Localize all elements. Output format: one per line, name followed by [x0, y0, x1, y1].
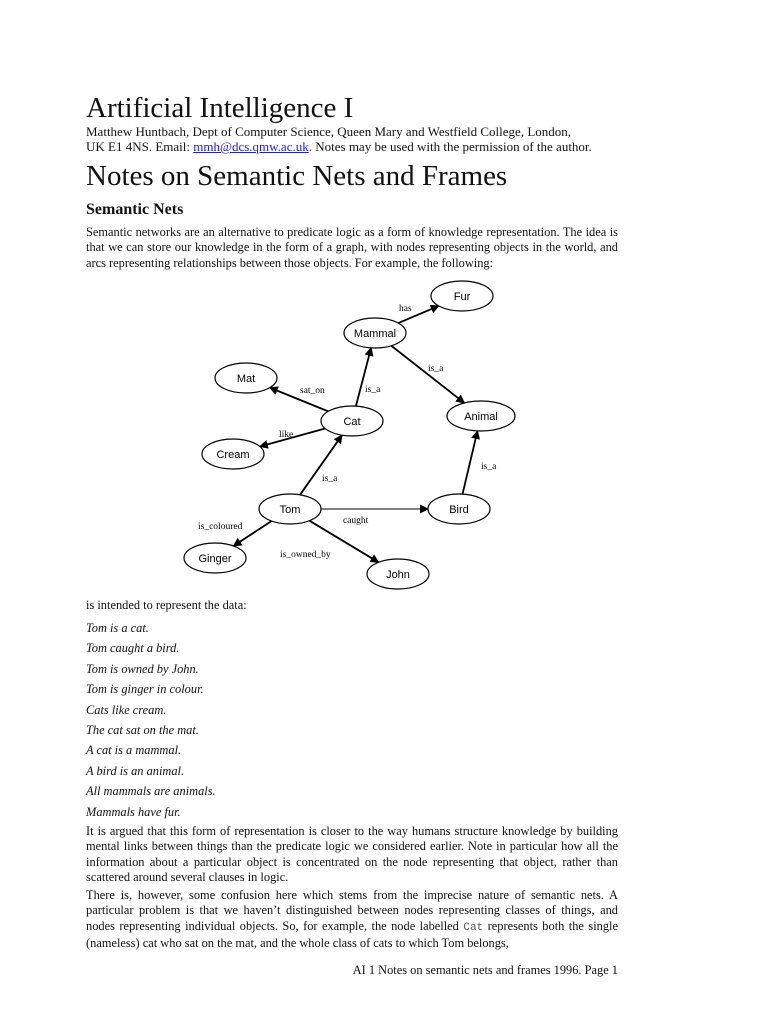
node-fur [431, 281, 493, 311]
edge-label-tom-ginger: is_coloured [198, 522, 243, 532]
node-ginger [184, 543, 246, 573]
edge-bird-animal [463, 431, 478, 494]
node-label-mammal: Mammal [353, 328, 397, 340]
section-heading: Semantic Nets [86, 201, 184, 218]
example-item: Tom is owned by John. [86, 661, 199, 676]
edge-label-tom-john: is_owned_by [280, 550, 331, 560]
email-link[interactable]: mmh@dcs.qmw.ac.uk [193, 139, 309, 154]
edge-label-cat-mammal: is_a [365, 385, 381, 395]
document-subtitle: Notes on Semantic Nets and Frames [86, 160, 508, 192]
example-item: A cat is a mammal. [86, 743, 182, 758]
example-item: A bird is an animal. [86, 763, 185, 778]
example-item: Tom is a cat. [86, 621, 149, 635]
example-item: Cats like cream. [86, 702, 167, 717]
edge-label-tom-cat: is_a [322, 474, 338, 484]
example-item: Mammals have fur. [86, 804, 181, 819]
edge-label-mammal-fur: has [399, 304, 412, 314]
author-line-2-suffix: . Notes may be used with the permission of the author. [308, 139, 592, 154]
inline-code-cat: Cat [463, 921, 484, 934]
node-label-fur: Fur [453, 291, 471, 303]
edge-cat-mammal [356, 348, 371, 406]
edge-label-bird-animal: is_a [481, 462, 497, 472]
edge-tom-cat [300, 435, 342, 495]
node-bird [428, 494, 490, 524]
edge-label-mammal-animal: is_a [428, 364, 444, 374]
confusion-text-1: There is, however, some confusion here which stems from the imprecise nature of semantic nets. A particular problem is that we haven’t distinguished between nodes representing classes of things, and nodes representing individual objects. So, for example, the node labelled [86, 888, 618, 933]
node-mammal [344, 318, 406, 348]
author-line-1: Matthew Huntbach, Dept of Computer Science, Queen Mary and Westfield College, London, [86, 124, 572, 139]
node-label-ginger: Ginger [198, 553, 232, 565]
edge-label-cat-cream: like [279, 430, 294, 440]
edge-mammal-animal [391, 346, 464, 403]
node-label-bird: Bird [449, 504, 469, 516]
example-item: All mammals are animals. [86, 784, 216, 799]
node-cat [321, 406, 383, 436]
node-animal [447, 401, 515, 431]
node-tom [259, 494, 321, 524]
examples-intro: is intended to represent the data: [86, 598, 247, 612]
author-line-2-prefix: UK E1 4NS. Email: [86, 139, 194, 154]
node-label-mat: Mat [236, 373, 256, 385]
node-label-cream: Cream [216, 449, 250, 461]
node-mat [215, 363, 277, 393]
example-item: Tom caught a bird. [86, 641, 180, 656]
examples-list [86, 618, 216, 822]
node-label-john: John [386, 569, 410, 581]
node-label-cat: Cat [343, 416, 361, 428]
document-title: Artificial Intelligence I [86, 92, 354, 124]
argument-paragraph: It is argued that this form of representation is closer to the way humans structure knowledge by building mental links between things than the predicate logic we considered earlier. Note in particular how all the information about a particular object is concentrated on the node representing that object, rather than scattered around several clauses in logic. [86, 824, 618, 885]
node-label-tom: Tom [279, 504, 301, 516]
example-item: Tom is ginger in colour. [86, 682, 204, 697]
node-label-animal: Animal [464, 411, 498, 423]
example-item: The cat sat on the mat. [86, 723, 199, 738]
confusion-text-2: represents both the single (nameless) cat who sat on the mat, and the whole class of cats to which Tom belongs, [86, 918, 618, 951]
node-john [367, 559, 429, 589]
confusion-paragraph [86, 888, 618, 952]
edge-label-cat-mat: sat_on [300, 386, 325, 396]
node-cream [202, 439, 264, 469]
page-footer: AI 1 Notes on semantic nets and frames 1996. Page 1 [352, 963, 618, 977]
intro-paragraph: Semantic networks are an alternative to predicate logic as a form of knowledge representation. The idea is that we can store our knowledge in the form of a graph, with nodes representing objects in the world, and arcs representing relationships between those objects. For example, the following: [86, 225, 618, 270]
edge-label-tom-bird: caught [343, 516, 369, 526]
